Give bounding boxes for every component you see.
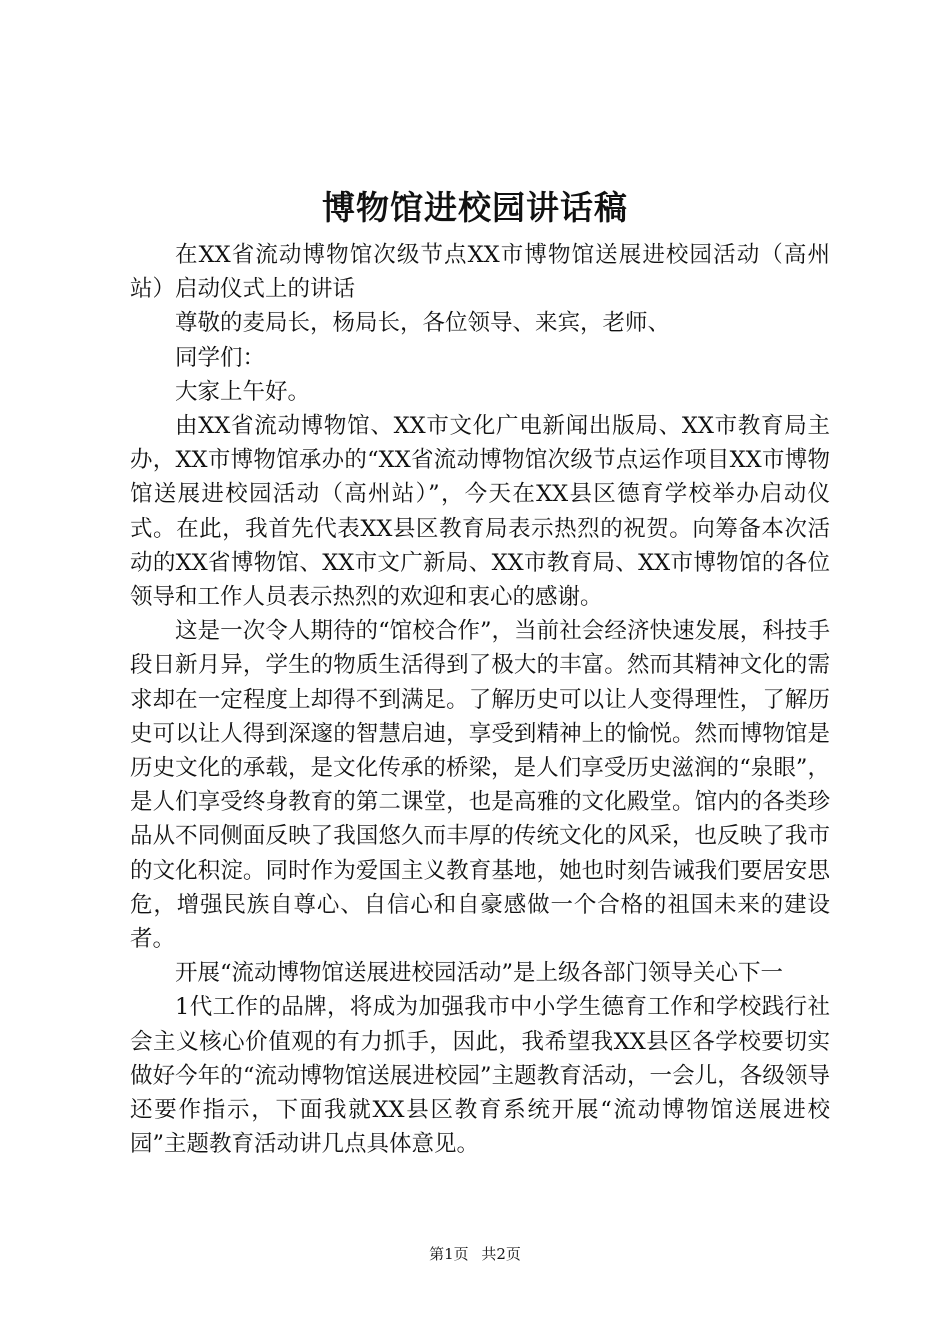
paragraph-speech-heading: 在XX省流动博物馆次级节点XX市博物馆送展进校园活动（高州站）启动仪式上的讲话 bbox=[130, 242, 830, 303]
document-body bbox=[130, 238, 830, 1161]
paragraph-greeting-students: 同学们： bbox=[175, 344, 266, 371]
page-footer bbox=[0, 1244, 950, 1264]
paragraph-activity-start: 开展“流动博物馆送展进校园活动”是上级各部门领导关心下一 bbox=[175, 960, 784, 987]
paragraph-event-intro: 由XX省流动博物馆、XX市文化广电新闻出版局、XX市教育局主办，XX市博物馆承办的“XX省流动博物馆次级节点运作项目XX市博物馆送展进校园活动（高州站）”，今天在XX县区德育学校举办启动仪式。在此，我首先代表XX县区教育局表示热烈的祝贺。向筹备本次活动的XX省博物馆、XX市文广新局、XX市教育局、XX市博物馆的各位领导和工作人员表示热烈的欢迎和衷心的感谢。 bbox=[130, 413, 830, 611]
paragraph-good-morning: 大家上午好。 bbox=[175, 378, 311, 405]
page-number: 第1页 bbox=[429, 1245, 469, 1263]
paragraph-greeting-line: 尊敬的麦局长，杨局长，各位领导、来宾，老师、 bbox=[175, 310, 671, 337]
paragraph-cooperation: 这是一次令人期待的“馆校合作”，当前社会经济快速发展，科技手段日新月异，学生的物质生活得到了极大的丰富。然而其精神文化的需求却在一定程度上却得不到满足。了解历史可以让人变得理性，了解历史可以让人得到深邃的智慧启迪，享受到精神上的愉悦。然而博物馆是历史文化的承载，是文化传承的桥梁，是人们享受历史滋润的“泉眼”，是人们享受终身教育的第二课堂，也是高雅的文化殿堂。馆内的各类珍品从不同侧面反映了我国悠久而丰厚的传统文化的风采，也反映了我市的文化积淀。同时作为爱国主义教育基地，她也时刻告诫我们要居安思危，增强民族自尊心、自信心和自豪感做一个合格的祖国未来的建设者。 bbox=[130, 618, 830, 953]
page-total: 共2页 bbox=[481, 1245, 521, 1263]
document-title: 博物馆进校园讲话稿 bbox=[322, 188, 628, 227]
paragraph-activity-continued: 1代工作的品牌，将成为加强我市中小学生德育工作和学校践行社会主义核心价值观的有力抓手，因此，我希望我XX县区各学校要切实做好今年的“流动博物馆送展进校园”主题教育活动，一会儿，各级领导还要作指示，下面我就XX县区教育系统开展“流动博物馆送展进校园”主题教育活动讲几点具体意见。 bbox=[130, 994, 830, 1158]
